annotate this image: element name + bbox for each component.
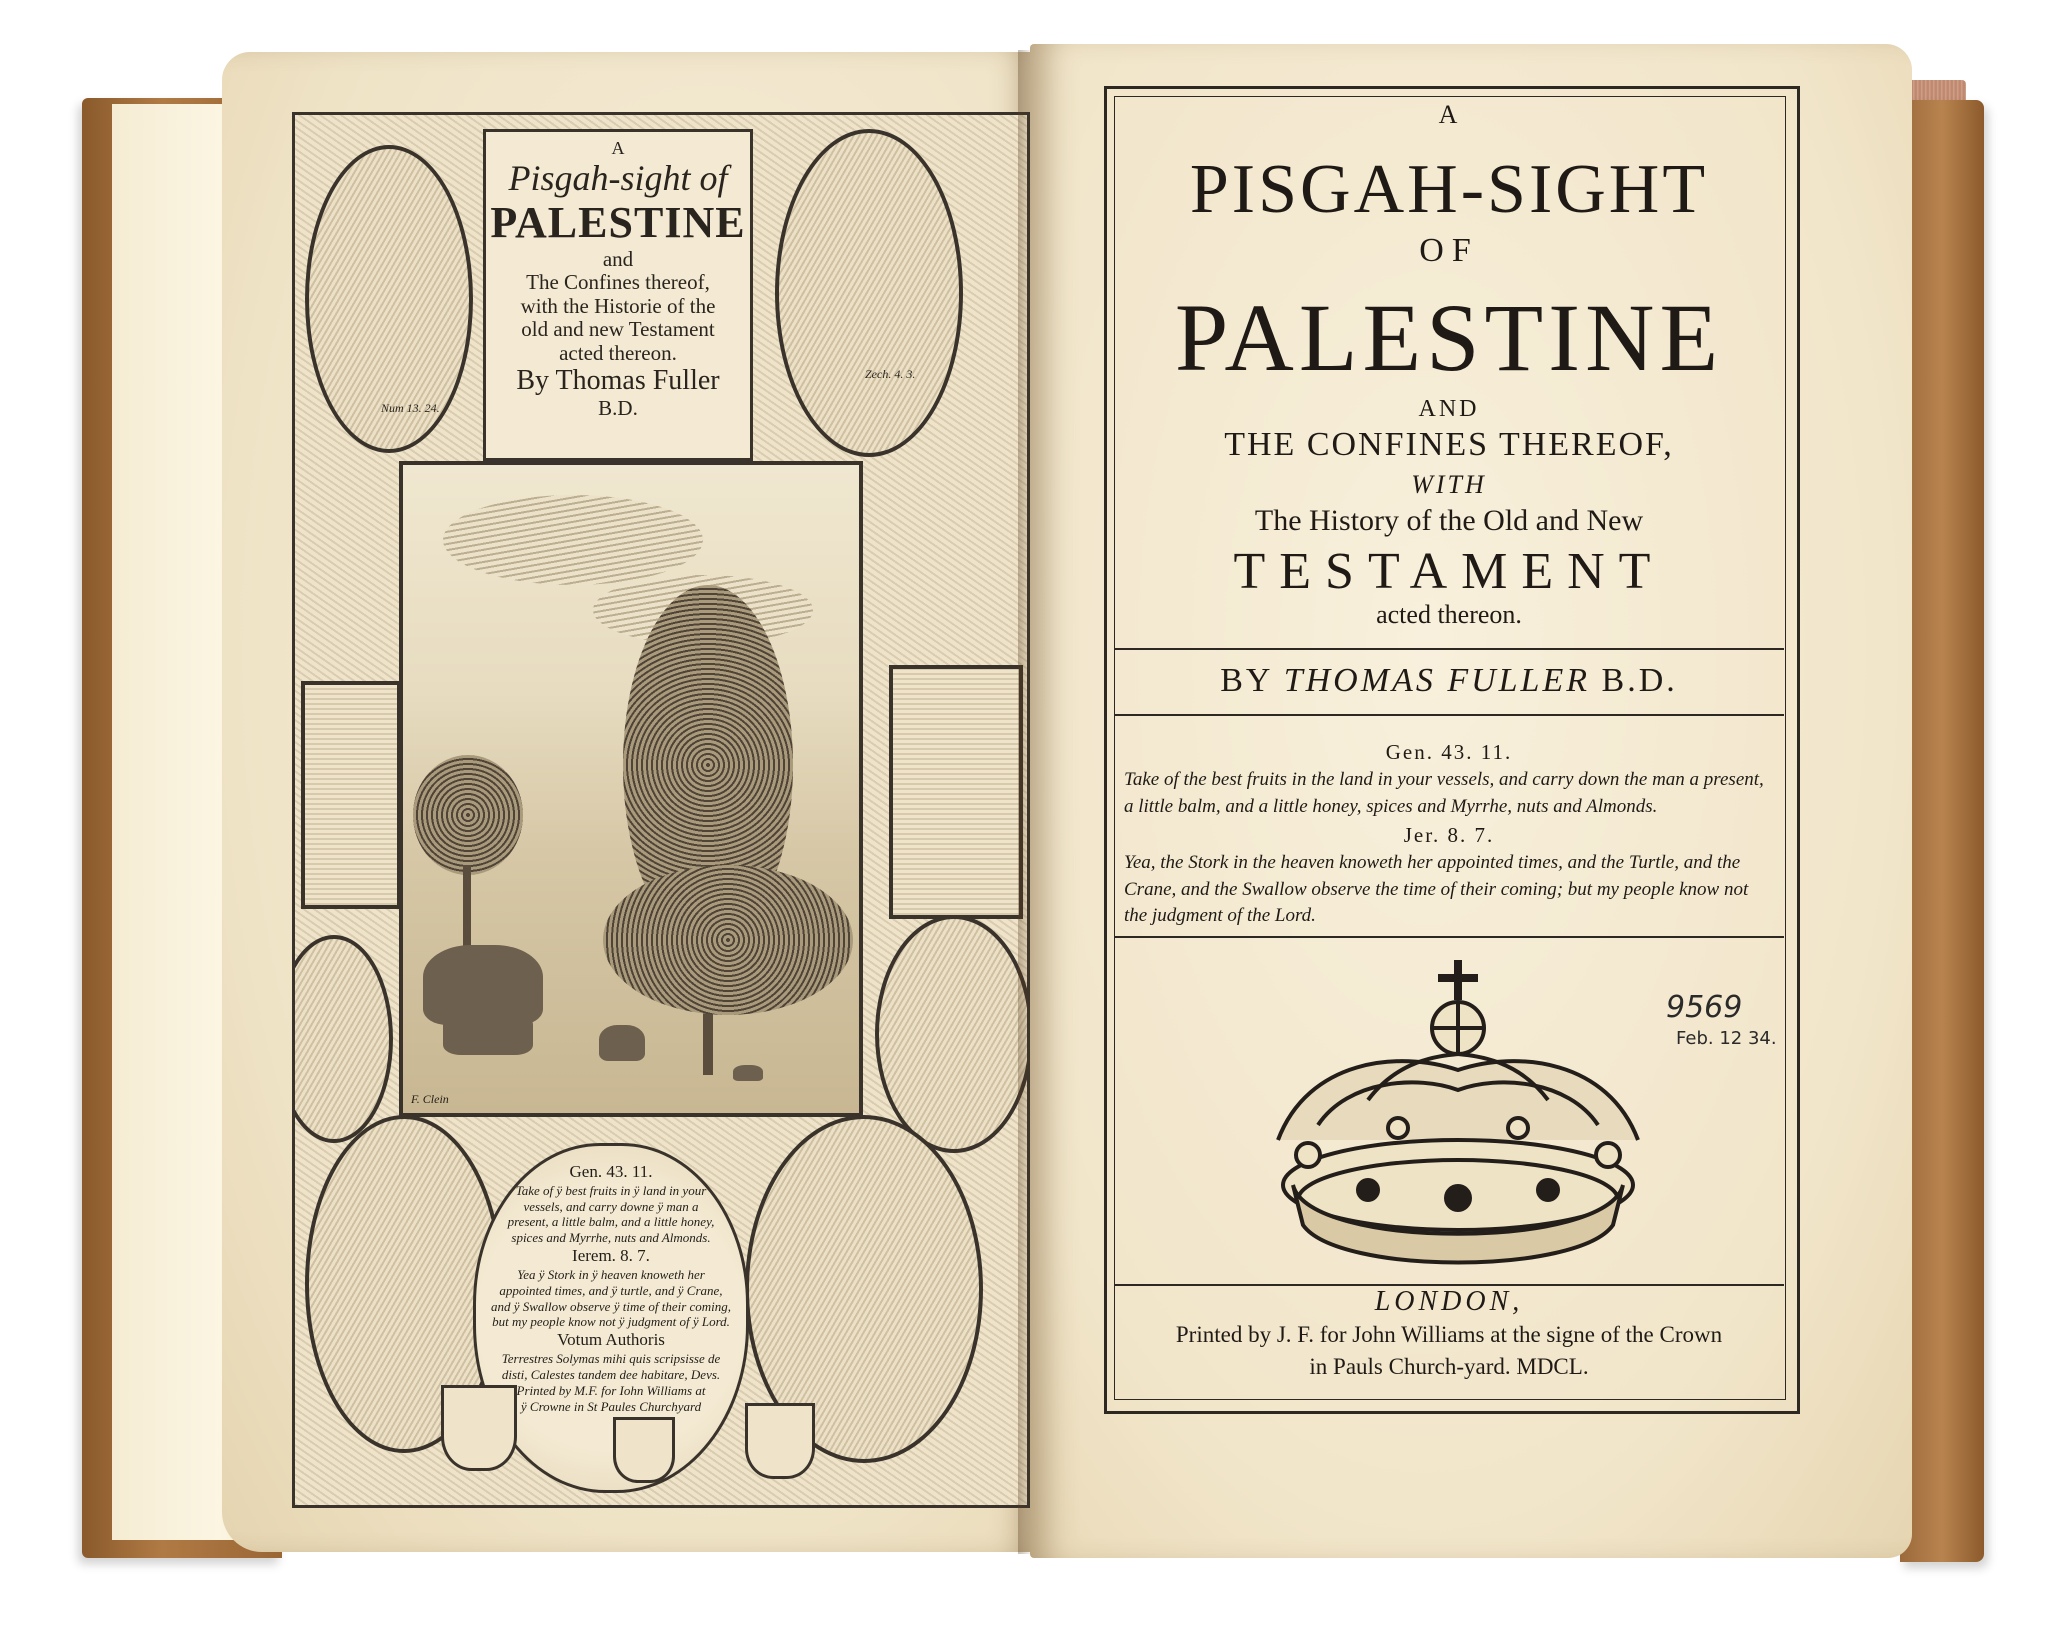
rabbit — [733, 1065, 763, 1081]
epigraph-block — [1124, 738, 1774, 930]
title-testament: TESTAMENT — [1233, 543, 1665, 600]
beehive-panel — [301, 681, 401, 909]
title-history: The History of the Old and New — [1254, 504, 1644, 537]
engraved-gen-text: Take of ÿ best fruits in ÿ land in your vessels, and carry downe ÿ man a present, a little balm, and a little honey, spices and Myrrhe, nuts and Almonds. — [507, 1182, 715, 1246]
rule-below-epigraph — [1114, 936, 1784, 938]
engraved-printed-by: Printed by M.F. for Iohn Williams at ÿ Crowne in St Paules Churchyard — [516, 1382, 706, 1414]
camel — [599, 1025, 645, 1061]
tree-grove — [603, 865, 853, 1015]
medallion-label-num: Num 13. 24. — [381, 401, 440, 415]
engraved-title-author: By Thomas Fuller — [516, 365, 720, 397]
title-of: OF — [1419, 232, 1479, 269]
title-confines: THE CONFINES THEREOF, — [1224, 426, 1674, 463]
bird-medallion-left — [292, 935, 393, 1143]
crown-icon — [1248, 950, 1668, 1280]
author-line — [1114, 662, 1784, 700]
engraved-title-history: with the Historie of the — [520, 293, 716, 318]
engraved-title-pisgah: Pisgah-sight of — [508, 158, 728, 199]
rule-above-author — [1114, 648, 1784, 650]
engraved-title-degree: B.D. — [598, 395, 638, 420]
engraver-signature: F. Clein — [411, 1092, 449, 1106]
title-and: AND — [1418, 396, 1480, 422]
jerusalem-cross-shield — [745, 1403, 815, 1479]
title-a: A — [1438, 100, 1460, 129]
engraved-votum-text: Terrestres Solymas mihi quis scripsisse de disti, Calestes tandem dee habitare, Devs. — [501, 1351, 721, 1382]
bird-medallion-right — [875, 915, 1030, 1153]
engraved-title-palestine: PALESTINE — [490, 198, 746, 248]
handwritten-accession-number: 9569 — [1666, 990, 1743, 1025]
engraved-title-old-new: old and new Testament — [521, 317, 715, 342]
epigraph-jer-text: Yea, the Stork in the heaven knoweth her appointed times, and the Turtle, and the Crane, and the Swallow observe the time of their coming; but my people know not the judgment of the Lord. — [1124, 851, 1749, 927]
engraved-jer-text: Yea ÿ Stork in ÿ heaven knoweth her appointed times, and ÿ turtle, and ÿ Crane, and ÿ Swallow observe ÿ time of their coming, but my people know not ÿ judgment of ÿ Lord. — [490, 1266, 732, 1330]
epigraph-gen-text: Take of the best fruits in the land in your vessels, and carry down the man a present, a little balm, and a little honey, spices and Myrrhe, nuts and Almonds. — [1124, 769, 1764, 817]
epigraph-gen-ref: Gen. 43. 11. — [1385, 740, 1513, 764]
engraved-gen-ref: Gen. 43. 11. — [569, 1162, 653, 1181]
engraved-title-and: and — [602, 246, 634, 271]
title-palestine: PALESTINE — [1174, 284, 1724, 391]
imprint-pauls: in Pauls Church-yard. MDCL. — [1309, 1354, 1589, 1379]
landscape-scene — [399, 461, 863, 1117]
medallion-top-right — [775, 129, 963, 457]
rule-below-author — [1114, 714, 1784, 716]
engraved-title-acted: acted thereon. — [559, 340, 677, 365]
author-degree: B.D. — [1601, 662, 1678, 699]
engraved-title-cartouche — [483, 129, 753, 461]
title-pisgah-sight: PISGAH-SIGHT — [1189, 151, 1709, 228]
engraved-title-a: A — [611, 138, 625, 158]
engraved-jer-ref: Ierem. 8. 7. — [572, 1246, 650, 1266]
author-by: BY — [1220, 662, 1273, 699]
author-name: THOMAS FULLER — [1283, 662, 1591, 699]
title-acted: acted thereon. — [1376, 600, 1522, 629]
epigraph-jer-ref: Jer. 8. 7. — [1403, 822, 1495, 847]
engraved-votum: Votum Authoris — [557, 1330, 665, 1350]
right-cover-board — [1900, 100, 1984, 1562]
engraved-title-confines: The Confines thereof, — [526, 270, 710, 295]
imprint-printed-by: Printed by J. F. for John Williams at the signe of the Crown — [1175, 1322, 1723, 1347]
sheep — [443, 1005, 533, 1055]
woman-churning-panel — [889, 665, 1023, 919]
coat-of-arms-left — [441, 1385, 517, 1471]
frontispiece-engraving — [292, 112, 1030, 1508]
medallion-label-zech: Zech. 4. 3. — [865, 367, 916, 381]
palm-tree — [413, 755, 523, 875]
cloud — [443, 495, 703, 585]
imprint-london: LONDON, — [1374, 1286, 1524, 1317]
handwritten-date: Feb. 12 34. — [1676, 1028, 1777, 1049]
coat-of-arms-center — [613, 1417, 675, 1483]
title-with: WITH — [1411, 470, 1487, 499]
